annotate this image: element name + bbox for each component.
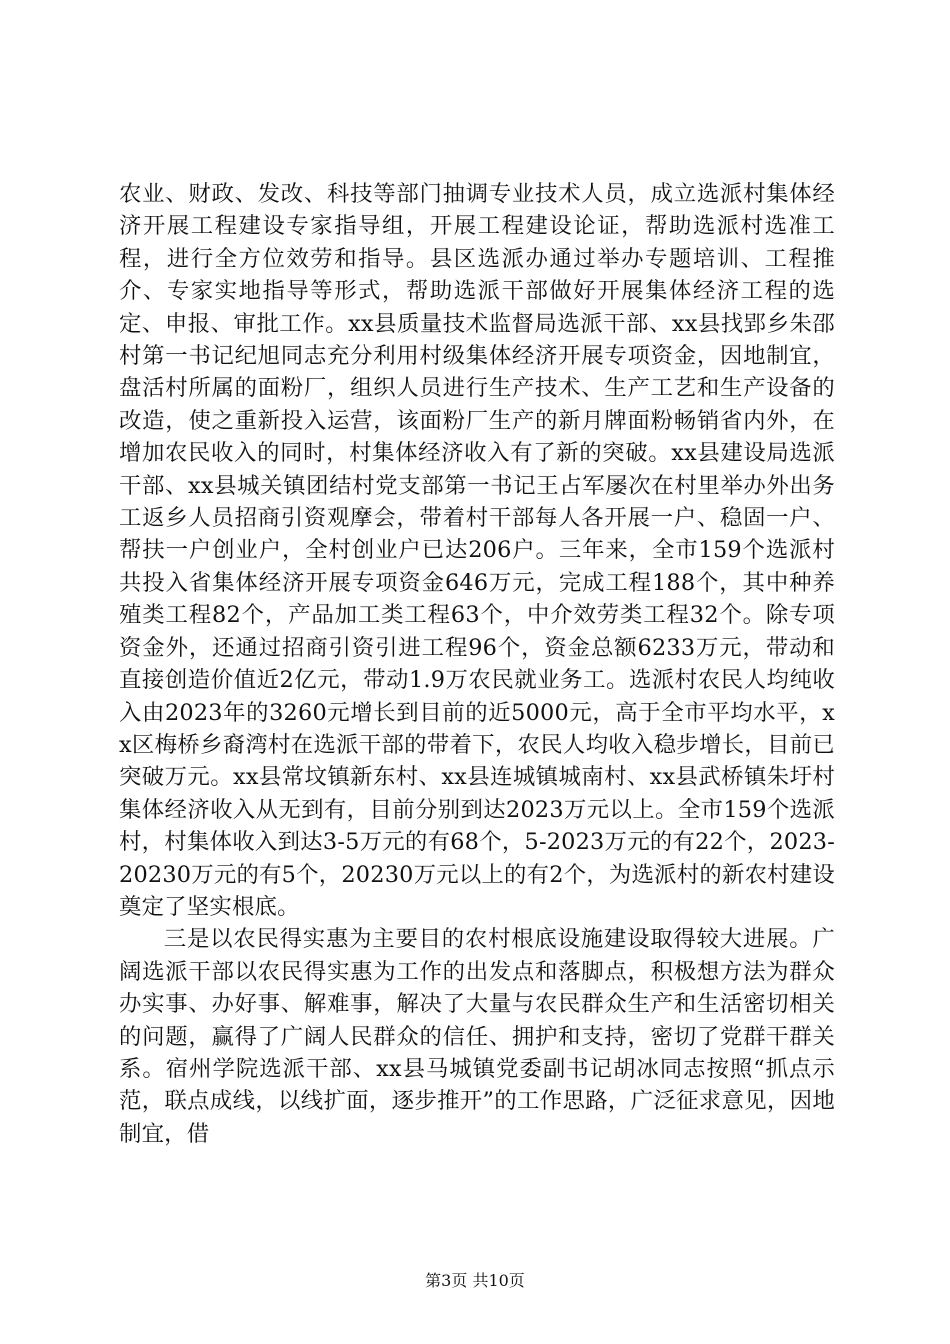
document-body: [119, 178, 835, 1150]
paragraph-1: 农业、财政、发改、科技等部门抽调专业技术人员，成立选派村集体经济开展工程建设专家指导组，开展工程建设论证，帮助选派村选准工程，进行全方位效劳和指导。县区选派办通过举办专题培训、工程推介、专家实地指导等形式，帮助选派干部做好开展集体经济工程的选定、申报、审批工作。xx县质量技术监督局选派干部、xx县找郢乡朱邵村第一书记纪旭同志充分利用村级集体经济开展专项资金，因地制宜，盘活村所属的面粉厂，组织人员进行生产技术、生产工艺和生产设备的改造，使之重新投入运营，该面粉厂生产的新月牌面粉畅销省内外，在增加农民收入的同时，村集体经济收入有了新的突破。xx县建设局选派干部、xx县城关镇团结村党支部第一书记王占军屡次在村里举办外出务工返乡人员招商引资观摩会，带着村干部每人各开展一户、稳固一户、帮扶一户创业户，全村创业户已达206户。三年来，全市159个选派村共投入省集体经济开展专项资金646万元，完成工程188个，其中种养殖类工程82个，产品加工类工程63个，中介效劳类工程32个。除专项资金外，还通过招商引资引进工程96个，资金总额6233万元，带动和直接创造价值近2亿元，带动1.9万农民就业务工。选派村农民人均纯收入由2023年的3260元增长到目前的近5000元，高于全市平均水平，xx区梅桥乡裔湾村在选派干部的带着下，农民人均收入稳步增长，目前已突破万元。xx县常坟镇新东村、xx县连城镇城南村、xx县武桥镇朱圩村集体经济收入从无到有，目前分别到达2023万元以上。全市159个选派村，村集体收入到达3-5万元的有68个，5-2023万元的有22个，2023-20230万元的有5个，20230万元以上的有2个，为选派村的新农村建设奠定了坚实根底。: [119, 181, 835, 920]
paragraph-2: 三是以农民得实惠为主要目的农村根底设施建设取得较大进展。广阔选派干部以农民得实惠为工作的出发点和落脚点，积极想方法为群众办实事、办好事、解难事，解决了大量与农民群众生产和生活密切相关的问题，赢得了广阔人民群众的信任、拥护和支持，密切了党群干群关系。宿州学院选派干部、xx县马城镇党委副书记胡冰同志按照“抓点示范，联点成线，以线扩面，逐步推开”的工作思路，广泛征求意见，因地制宜，借: [119, 926, 835, 1147]
page-footer: 第3页 共10页: [425, 1271, 525, 1290]
